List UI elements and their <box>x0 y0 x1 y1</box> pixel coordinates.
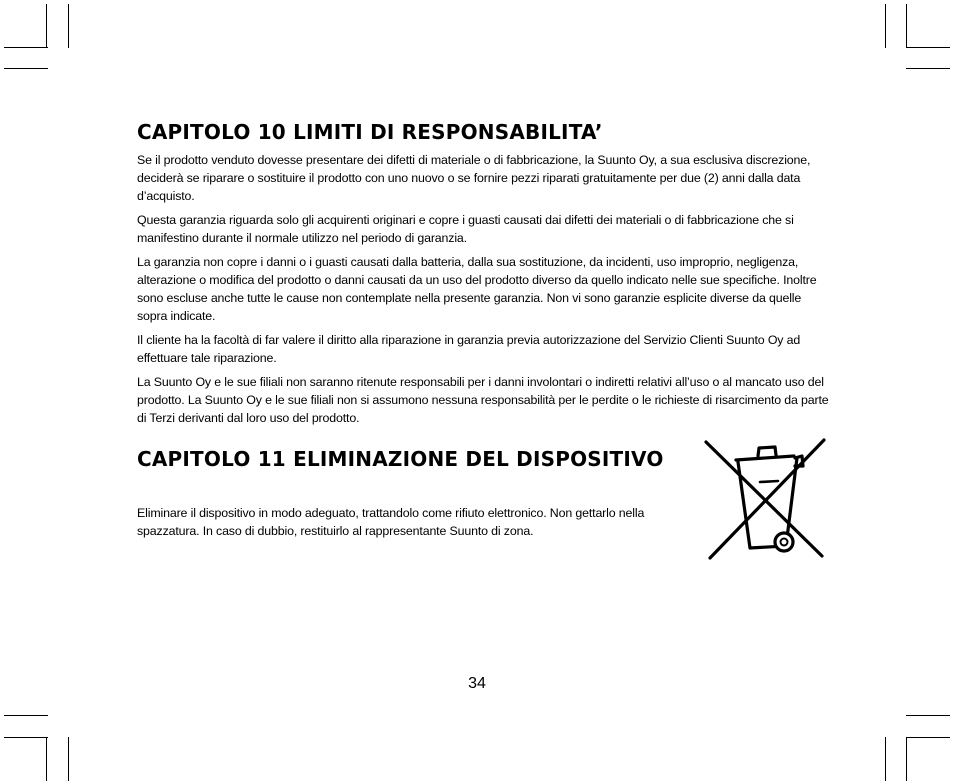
crop-mark <box>4 47 48 48</box>
chapter-10-paragraph-3: La garanzia non copre i danni o i guasti causati dalla batteria, dalla sua sostituzione, da incidenti, uso improprio, negligenza, alterazione o modifica del prodotto o danni causati da un uso del prodotto diverso da quello indicato nelle sue specifiche. Inoltre sono escluse anche tutte le cause non contemplate nella presente garanzia. Non vi sono garanzie esplicite diverse da quelle sopra indicate. <box>137 255 817 323</box>
crop-mark <box>906 715 950 716</box>
chapter-11-paragraph: Eliminare il dispositivo in modo adeguato, trattandolo come rifiuto elettronico. Non gettarlo nella spazzatura. In caso di dubbio, restituirlo al rappresentante Suunto di zona. <box>137 506 645 538</box>
crop-mark <box>885 737 886 781</box>
crop-mark <box>885 4 886 48</box>
chapter-10-paragraph-5: La Suunto Oy e le sue filiali non saranno ritenute responsabili per i danni involontari o indiretti relativi all’uso o al mancato uso del prodotto. La Suunto Oy e le sue filiali non si assumono nessuna responsabilità per le perdite o le richieste di risarcimento da parte di Terzi derivanti dal loro uso del prodotto. <box>137 375 829 425</box>
chapter-10-section <box>137 120 832 427</box>
chapter-10-title: CAPITOLO 10 LIMITI DI RESPONSABILITA’ <box>137 120 603 144</box>
crop-mark <box>906 4 907 48</box>
chapter-10-paragraph-2: Questa garanzia riguarda solo gli acquirenti originari e copre i guasti causati dai difetti dei materiali o di fabbricazione che si manifestino durante il normale utilizzo nel periodo di garanzia. <box>137 213 794 245</box>
crop-mark <box>906 737 950 738</box>
crop-mark <box>4 715 48 716</box>
crop-mark <box>4 68 48 69</box>
crop-mark <box>68 737 69 781</box>
crop-mark <box>46 4 47 48</box>
crop-mark <box>68 4 69 48</box>
crop-mark <box>4 737 48 738</box>
page-number: 34 <box>468 675 486 692</box>
crop-mark <box>46 737 47 781</box>
chapter-10-paragraph-4: Il cliente ha la facoltà di far valere il diritto alla riparazione in garanzia previa autorizzazione del Servizio Clienti Suunto Oy ad effettuare tale riparazione. <box>137 333 801 365</box>
chapter-11-title: CAPITOLO 11 ELIMINAZIONE DEL DISPOSITIVO <box>137 447 664 471</box>
crossed-out-wheelie-bin-icon <box>702 436 828 562</box>
chapter-10-paragraph-1: Se il prodotto venduto dovesse presentare dei difetti di materiale o di fabbricazione, la Suunto Oy, a sua esclusiva discrezione, deciderà se riparare o sostituire il prodotto con uno nuovo o se fornire pezzi riparati gratuitamente per due (2) anni dalla data d’acquisto. <box>137 153 811 203</box>
crop-mark <box>906 737 907 781</box>
crop-mark <box>906 68 950 69</box>
crop-mark <box>906 47 950 48</box>
